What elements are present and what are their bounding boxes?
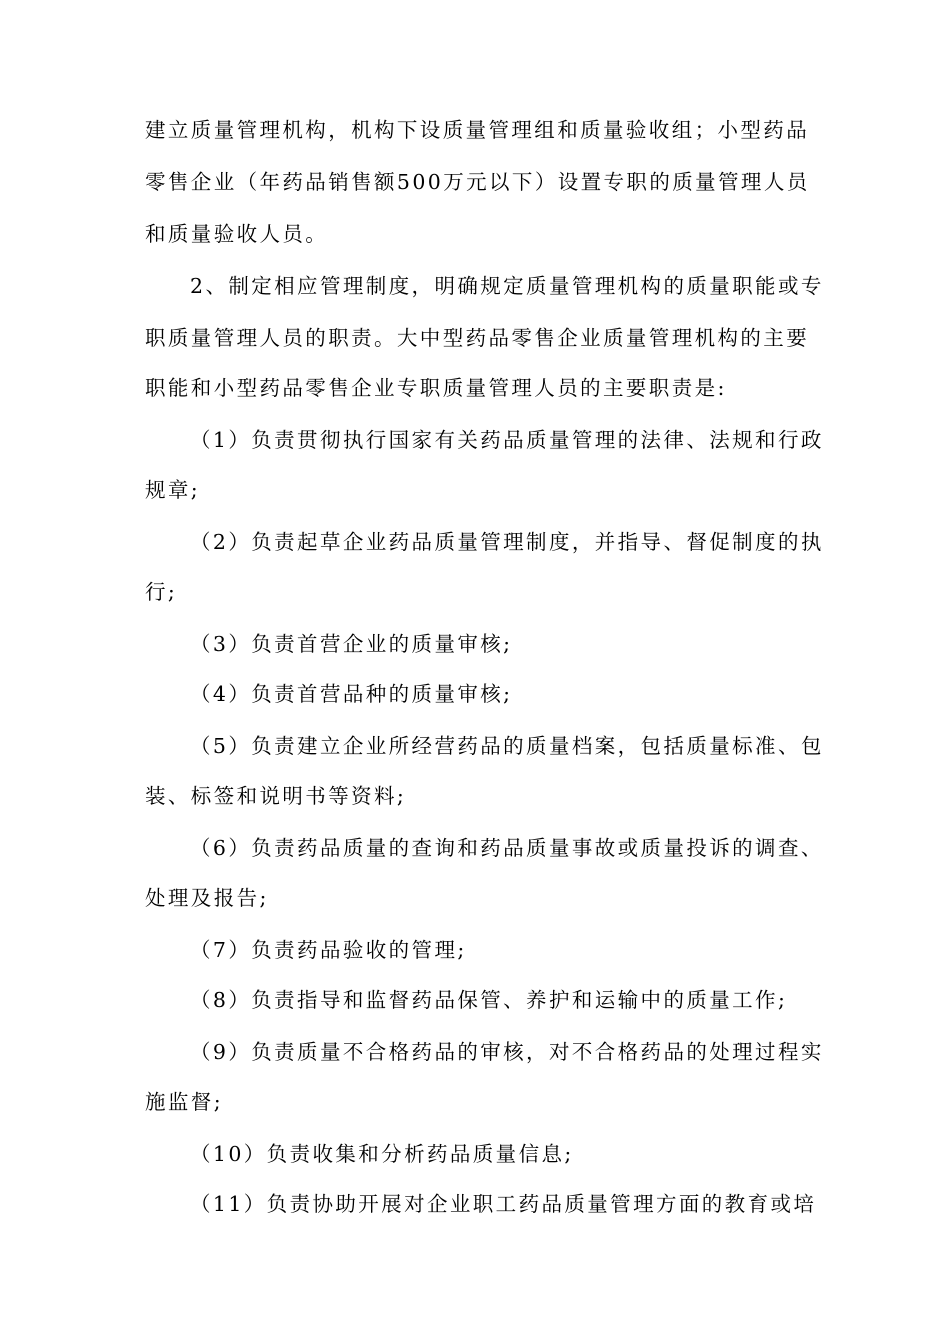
text-line: 装、标签和说明书等资料; (145, 784, 407, 808)
list-item-4: （4）负责首营品种的质量审核; (190, 682, 513, 706)
list-item-6: （6）负责药品质量的查询和药品质量事故或质量投诉的调查、 (190, 836, 824, 860)
paragraph-start-line: 2、制定相应管理制度，明确规定质量管理机构的质量职能或专 (190, 274, 824, 298)
list-item-3: （3）负责首营企业的质量审核; (190, 632, 513, 656)
list-item-11: （11）负责协助开展对企业职工药品质量管理方面的教育或培 (190, 1192, 817, 1216)
text-line: 处理及报告; (145, 886, 269, 910)
list-item-2: （2）负责起草企业药品质量管理制度，并指导、督促制度的执 (190, 530, 824, 554)
list-item-9: （9）负责质量不合格药品的审核，对不合格药品的处理过程实 (190, 1040, 824, 1064)
text-line: 职能和小型药品零售企业专职质量管理人员的主要职责是: (145, 376, 727, 400)
list-item-5: （5）负责建立企业所经营药品的质量档案，包括质量标准、包 (190, 734, 824, 758)
text-line: 施监督; (145, 1090, 224, 1114)
text-line: 职质量管理人员的职责。大中型药品零售企业质量管理机构的主要 (145, 326, 810, 350)
text-line: 规章; (145, 478, 201, 502)
text-line: 行; (145, 580, 178, 604)
list-item-10: （10）负责收集和分析药品质量信息; (190, 1142, 574, 1166)
list-item-1: （1）负责贯彻执行国家有关药品质量管理的法律、法规和行政 (190, 428, 824, 452)
text-line: 建立质量管理机构，机构下设质量管理组和质量验收组；小型药品 (145, 118, 810, 142)
text-line: 和质量验收人员。 (145, 222, 329, 246)
list-item-7: （7）负责药品验收的管理; (190, 938, 467, 962)
text-line: 零售企业（年药品销售额500万元以下）设置专职的质量管理人员 (145, 170, 810, 194)
list-item-8: （8）负责指导和监督药品保管、养护和运输中的质量工作; (190, 988, 788, 1012)
